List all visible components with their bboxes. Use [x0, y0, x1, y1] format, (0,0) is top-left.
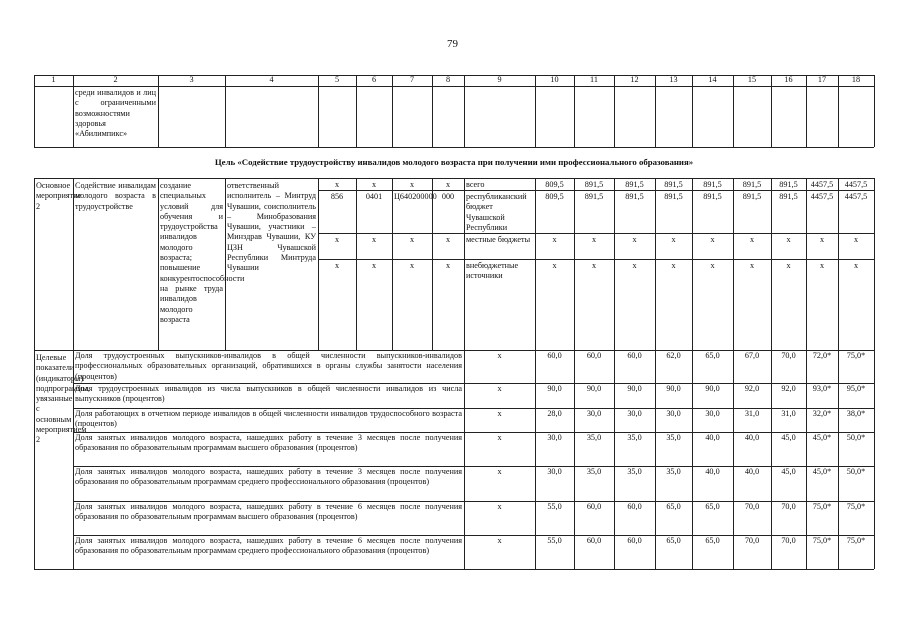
funding-value: x [786, 235, 791, 244]
funding-value: x [591, 261, 597, 270]
indicator-value: 60,0 [547, 351, 562, 360]
funding-value: 891,5 [779, 192, 798, 201]
budget-code: x [334, 261, 340, 270]
table-rule [392, 86, 393, 147]
table-rule [34, 178, 874, 179]
column-number: 8 [445, 75, 451, 84]
column-number: 6 [371, 75, 377, 84]
budget-code: x [371, 235, 377, 244]
column-number: 17 [817, 75, 827, 84]
budget-code: Ц640200000 [394, 192, 437, 201]
indicator-mark: x [497, 384, 502, 393]
indicator-value: 35,0 [627, 467, 642, 476]
funding-source: республиканский бюджет Чувашской Республики [466, 192, 527, 232]
indicator-value: 30,0 [547, 433, 562, 442]
funding-value: x [632, 261, 637, 270]
indicator-value: 70,0 [781, 502, 796, 511]
indicator-mark: x [497, 467, 502, 476]
funding-value: 891,5 [742, 192, 762, 201]
indicator-value: 90,0 [627, 384, 642, 393]
budget-code: x [334, 180, 340, 189]
budget-code: x [445, 235, 451, 244]
funding-value: 891,5 [625, 180, 644, 189]
indicator-value: 75,0* [812, 502, 832, 511]
indicator-value: 60,0 [627, 351, 642, 360]
indicator-value: 32,0* [812, 409, 832, 418]
indicator-value: 31,0 [744, 409, 760, 418]
indicator-mark: x [497, 433, 502, 442]
indicator-mark: x [497, 502, 502, 511]
funding-value: 891,5 [779, 180, 798, 189]
indicator-text: Доля занятых инвалидов молодого возраста, нашедших работу в течение 3 месяцев после получения образования по образовательным программам высшего образования (процентов) [75, 433, 462, 453]
indicator-value: 35,0 [666, 467, 681, 476]
indicator-value: 55,0 [547, 536, 562, 545]
measure-description: Содействие инвалидам молодого возраста в трудоустройстве [75, 181, 156, 211]
funding-value: 4457,5 [844, 192, 868, 201]
table-rule [806, 86, 807, 147]
column-number: 10 [550, 75, 559, 84]
funding-value: 891,5 [625, 192, 644, 201]
indicator-value: 75,0* [846, 502, 866, 511]
indicator-value: 30,0 [705, 409, 720, 418]
funding-value: x [710, 235, 715, 244]
table-rule [34, 86, 874, 87]
column-number: 5 [334, 75, 340, 84]
indicator-value: 38,0* [846, 409, 866, 418]
funding-value: x [819, 261, 825, 270]
indicator-value: 31,0 [781, 409, 796, 418]
column-number: 7 [409, 75, 415, 84]
indicator-value: 90,0 [547, 384, 562, 393]
funding-value: 891,5 [664, 180, 683, 189]
funding-value: x [853, 235, 859, 244]
funding-value: x [671, 261, 676, 270]
indicator-value: 35,0 [666, 433, 681, 442]
indicator-value: 30,0 [586, 409, 602, 418]
funding-value: 891,5 [584, 180, 604, 189]
column-number: 16 [784, 75, 793, 84]
indicator-value: 45,0* [812, 433, 832, 442]
table-rule [34, 569, 73, 570]
column-number: 12 [630, 75, 639, 84]
funding-value: 891,5 [703, 192, 722, 201]
indicator-value: 90,0 [586, 384, 602, 393]
indicator-value: 30,0 [666, 409, 681, 418]
continued-text: среди инвалидов и лиц с ограниченными возможностями здоровья «Абилимпикс» [75, 88, 156, 139]
indicator-value: 70,0 [744, 502, 760, 511]
indicator-value: 65,0 [666, 536, 681, 545]
indicator-value: 65,0 [705, 502, 720, 511]
table-rule [318, 86, 319, 147]
table-rule [225, 86, 226, 147]
indicator-value: 65,0 [705, 536, 720, 545]
funding-value: 4457,5 [810, 180, 834, 189]
indicator-value: 45,0 [781, 467, 796, 476]
indicator-value: 65,0 [666, 502, 681, 511]
indicator-value: 90,0 [705, 384, 720, 393]
budget-code: x [445, 180, 451, 189]
indicator-mark: x [497, 351, 502, 360]
table-rule [34, 86, 35, 147]
table-rule [874, 178, 875, 350]
column-number: 4 [269, 75, 274, 84]
funding-value: x [853, 261, 859, 270]
indicator-value: 95,0* [846, 384, 866, 393]
table-rule [356, 86, 357, 147]
indicator-value: 62,0 [666, 351, 681, 360]
indicator-value: 50,0* [846, 467, 866, 476]
table-rule [874, 86, 875, 147]
indicator-text: Доля занятых инвалидов молодого возраста, нашедших работу в течение 6 месяцев после получения образования по образовательным программам среднего профессионального образования (процентов) [75, 536, 462, 556]
indicator-value: 65,0 [705, 351, 720, 360]
indicator-value: 92,0 [781, 384, 796, 393]
column-number: 3 [189, 75, 194, 84]
indicator-value: 90,0 [666, 384, 681, 393]
page-number: 79 [447, 38, 458, 50]
table-rule [464, 86, 465, 147]
table-rule [838, 86, 839, 147]
column-number: 13 [669, 75, 678, 84]
table-rule [574, 86, 575, 147]
goal-title: Цель «Содействие трудоустройству инвалидов молодого возраста при получении ими профессионального образования» [214, 157, 694, 167]
indicator-text: Доля трудоустроенных инвалидов из числа выпускников в общей численности инвалидов из числа выпускников (процентов) [75, 384, 462, 404]
column-number: 14 [708, 75, 717, 84]
funding-value: 891,5 [584, 192, 604, 201]
table-rule [874, 75, 875, 86]
budget-code: 000 [441, 192, 455, 201]
indicator-value: 40,0 [705, 433, 720, 442]
table-rule [73, 569, 874, 570]
indicator-value: 35,0 [586, 433, 602, 442]
indicator-mark: x [497, 409, 502, 418]
budget-code: x [409, 261, 415, 270]
budget-code: x [409, 180, 415, 189]
funding-value: x [552, 261, 557, 270]
funding-value: x [591, 235, 597, 244]
indicator-value: 92,0 [744, 384, 760, 393]
funding-value: x [749, 235, 755, 244]
table-rule [34, 147, 874, 148]
measure-executors: ответственный исполнитель – Минтруд Чувашии, соисполнитель – Минобразования Чувашии, участники – Минздрав Чувашии, КУ ЦЗН Чувашской Республики Минтруда Чувашии [227, 181, 316, 273]
indicator-value: 35,0 [586, 467, 602, 476]
indicator-text: Доля работающих в отчетном периоде инвалидов в общей численности инвалидов трудоспособного возраста (процентов) [75, 409, 462, 429]
indicator-text: Доля занятых инвалидов молодого возраста, нашедших работу в течение 3 месяцев после получения образования по образовательным программам среднего профессионального образования (процентов) [75, 467, 462, 487]
indicator-value: 40,0 [744, 467, 760, 476]
funding-value: x [749, 261, 755, 270]
funding-source: внебюджетные источники [466, 261, 519, 281]
table-rule [318, 233, 874, 234]
indicator-value: 75,0* [846, 351, 866, 360]
indicator-value: 28,0 [547, 409, 562, 418]
funding-value: x [671, 235, 676, 244]
budget-code: x [409, 235, 415, 244]
table-rule [318, 190, 874, 191]
funding-value: 4457,5 [810, 192, 834, 201]
column-number: 2 [113, 75, 118, 84]
funding-value: 809,5 [545, 180, 564, 189]
budget-code: x [371, 261, 377, 270]
funding-value: 891,5 [703, 180, 722, 189]
indicator-value: 40,0 [744, 433, 760, 442]
indicator-value: 35,0 [627, 433, 642, 442]
indicator-value: 30,0 [547, 467, 562, 476]
column-number: 18 [851, 75, 861, 84]
indicator-value: 70,0 [781, 536, 796, 545]
column-number: 11 [590, 75, 598, 84]
column-number: 15 [747, 75, 757, 84]
indicator-value: 60,0 [586, 536, 602, 545]
funding-value: 891,5 [664, 192, 683, 201]
funding-value: 4457,5 [844, 180, 868, 189]
column-number: 1 [51, 75, 56, 84]
funding-value: x [632, 235, 637, 244]
table-rule [318, 259, 874, 260]
indicator-text: Доля занятых инвалидов молодого возраста, нашедших работу в течение 6 месяцев после получения образования по образовательным программам высшего образования (процентов) [75, 502, 462, 522]
table-rule [614, 86, 615, 147]
table-rule [874, 350, 875, 569]
indicator-value: 55,0 [547, 502, 562, 511]
indicator-value: 50,0* [846, 433, 866, 442]
indicator-value: 30,0 [627, 409, 642, 418]
budget-code: 0401 [365, 192, 383, 201]
funding-source: всего [466, 180, 485, 189]
budget-code: 856 [330, 192, 344, 201]
indicator-text: Доля трудоустроенных выпускников-инвалидов в общей численности выпускников-инвалидов профессиональных образовательных организаций, обратившихся в органы службы занятости населения (процентов) [75, 351, 462, 381]
budget-code: x [445, 261, 451, 270]
indicator-value: 40,0 [705, 467, 720, 476]
indicator-value: 75,0* [812, 536, 832, 545]
funding-value: x [710, 261, 715, 270]
funding-value: 891,5 [742, 180, 762, 189]
indicators-heading: Целевые показатели (индикаторы) подпрограммы, увязанные с основным мероприятием 2 [36, 353, 90, 445]
funding-value: x [786, 261, 791, 270]
table-rule [692, 86, 693, 147]
table-rule [432, 86, 433, 147]
funding-value: x [819, 235, 825, 244]
table-rule [655, 86, 656, 147]
indicator-value: 60,0 [627, 536, 642, 545]
indicator-value: 70,0 [744, 536, 760, 545]
indicator-value: 67,0 [744, 351, 760, 360]
measure-name: Основное мероприятие 2 [36, 181, 82, 211]
table-rule [158, 86, 159, 147]
table-rule [535, 86, 536, 147]
indicator-value: 60,0 [586, 502, 602, 511]
funding-value: x [552, 235, 557, 244]
budget-code: x [334, 235, 340, 244]
table-rule [771, 86, 772, 147]
measure-goal: создание специальных условий для обучения и трудоустройства инвалидов молодого возраста; повышение конкурентоспособности на рынке труда инвалидов молодого возраста [160, 181, 245, 324]
indicator-mark: x [497, 536, 502, 545]
column-number: 9 [497, 75, 502, 84]
table-rule [733, 86, 734, 147]
indicator-value: 72,0* [812, 351, 832, 360]
indicator-value: 70,0 [781, 351, 796, 360]
budget-code: x [371, 180, 377, 189]
indicator-value: 60,0 [586, 351, 602, 360]
indicator-value: 45,0* [812, 467, 832, 476]
indicator-value: 75,0* [846, 536, 866, 545]
indicator-value: 93,0* [812, 384, 832, 393]
indicator-value: 45,0 [781, 433, 796, 442]
funding-source: местные бюджеты [466, 235, 531, 244]
funding-value: 809,5 [545, 192, 564, 201]
indicator-value: 60,0 [627, 502, 642, 511]
